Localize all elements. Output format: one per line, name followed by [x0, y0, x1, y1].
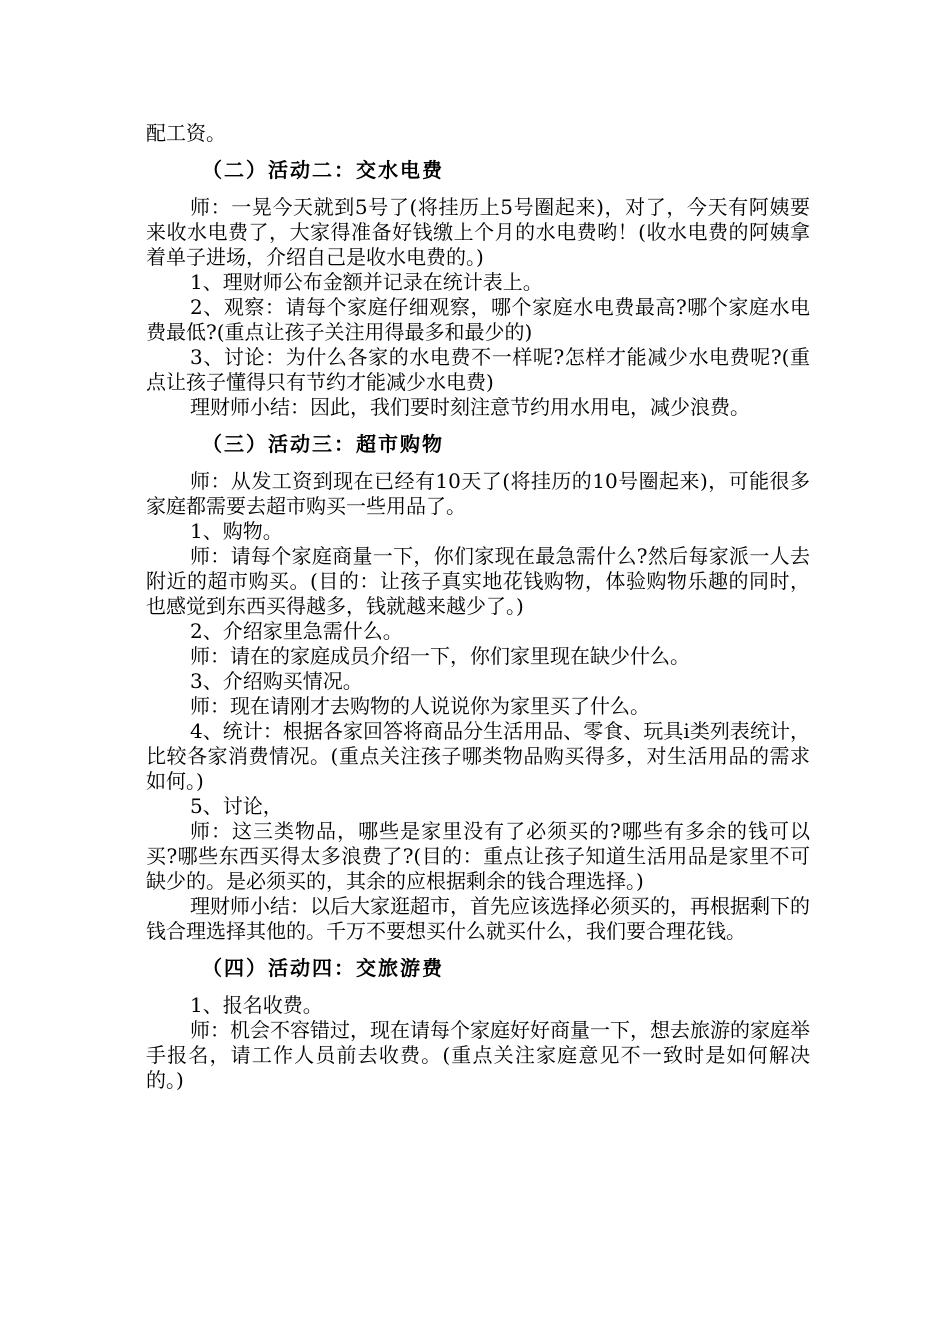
paragraph: 3、讨论：为什么各家的水电费不一样呢?怎样才能减少水电费呢?(重点让孩子懂得只有节约才能减少水电费) [146, 345, 810, 394]
paragraph: 4、统计：根据各家回答将商品分生活用品、零食、玩具i类列表统计，比较各家消费情况。(重点关注孩子哪类物品购买得多，对生活用品的需求如何。) [146, 719, 810, 793]
paragraph: 1、报名收费。 [190, 993, 323, 1017]
paragraph: 理财师小结：以后大家逛超市，首先应该选择必须买的，再根据剩下的钱合理选择其他的。千万不要想买什么就买什么，我们要合理花钱。 [146, 894, 810, 943]
paragraph: 2、介绍家里急需什么。 [190, 619, 403, 643]
paragraph: 理财师小结：因此，我们要时刻注意节约用水用电，减少浪费。 [190, 395, 750, 419]
paragraph: 师：请每个家庭商量一下，你们家现在最急需什么?然后每家派一人去附近的超市购买。(目的：让孩子真实地花钱购物，体验购物乐趣的同时，也感觉到东西买得越多，钱就越来越少了。) [146, 544, 810, 618]
paragraph: 3、介绍购买情况。 [190, 669, 363, 693]
document-page [146, 121, 810, 1093]
section-activity-three [146, 432, 810, 944]
paragraph: 1、购物。 [190, 519, 283, 543]
paragraph: 5、讨论， [190, 794, 283, 818]
section-activity-two [146, 158, 810, 420]
section-heading: （二）活动二：交水电费 [202, 158, 444, 182]
lead-paragraph: 配工资。 [146, 121, 226, 145]
paragraph: 1、理财师公布金额并记录在统计表上。 [190, 270, 543, 294]
section-heading: （四）活动四：交旅游费 [202, 956, 444, 980]
section-activity-four [146, 956, 810, 1093]
paragraph: 师：机会不容错过，现在请每个家庭好好商量一下，想去旅游的家庭举手报名，请工作人员前去收费。(重点关注家庭意见不一致时是如何解决的。) [146, 1018, 810, 1092]
paragraph: 师：一晃今天就到5号了(将挂历上5号圈起来)，对了，今天有阿姨要来收水电费了，大家得准备好钱缴上个月的水电费哟！(收水电费的阿姨拿着单子进场，介绍自己是收水电费的。) [146, 195, 810, 269]
paragraph: 2、观察：请每个家庭仔细观察，哪个家庭水电费最高?哪个家庭水电费最低?(重点让孩子关注用得最多和最少的) [146, 295, 810, 344]
paragraph: 师：这三类物品，哪些是家里没有了必须买的?哪些有多余的钱可以买?哪些东西买得太多浪费了?(目的：重点让孩子知道生活用品是家里不可缺少的。是必须买的，其余的应根据剩余的钱合理选择。) [146, 819, 810, 893]
section-heading: （三）活动三：超市购物 [202, 432, 444, 456]
paragraph: 师：从发工资到现在已经有10天了(将挂历的10号圈起来)，可能很多家庭都需要去超市购买一些用品了。 [146, 469, 810, 518]
paragraph: 师：现在请刚才去购物的人说说你为家里买了什么。 [190, 694, 650, 718]
paragraph: 师：请在的家庭成员介绍一下，你们家里现在缺少什么。 [190, 644, 690, 668]
